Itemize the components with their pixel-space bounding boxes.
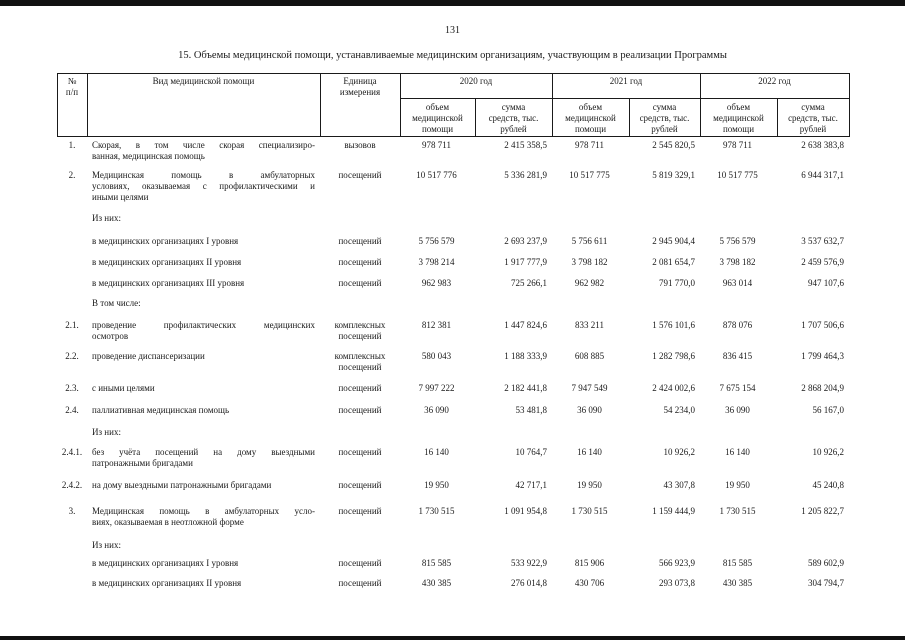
row-unit: посещений [338, 383, 382, 393]
header-column-rule [475, 98, 476, 137]
row-number: 2.1. [65, 320, 79, 330]
row-unit: посещений [338, 578, 382, 588]
row-number: 2.4.1. [61, 447, 83, 457]
row-sum: 54 234,0 [663, 405, 695, 415]
scan-top-edge [0, 0, 905, 6]
header-sum: сумма средств, тыс. рублей [488, 102, 539, 134]
row-sum: 1 917 777,9 [504, 257, 547, 267]
header-sum: сумма средств, тыс. рублей [639, 102, 690, 134]
row-sum: 566 923,9 [659, 558, 695, 568]
row-sum: 589 602,9 [808, 558, 844, 568]
row-name: паллиативная медицинская помощь [92, 405, 230, 415]
row-volume: 815 906 [574, 558, 605, 568]
row-number: 2.4.2. [61, 480, 83, 490]
row-name: в медицинских организациях III уровня [92, 278, 245, 288]
row-volume: 430 706 [574, 578, 605, 588]
row-name-line: Медицинская помощь в амбулаторных усло- [92, 506, 315, 516]
row-sum: 5 819 329,1 [652, 170, 695, 180]
row-unit: посещений [338, 170, 382, 180]
header-column-rule [777, 98, 778, 137]
row-sum: 2 424 002,6 [652, 383, 695, 393]
row-volume: 7 675 154 [719, 383, 756, 393]
row-sum: 43 307,8 [663, 480, 695, 490]
row-sum: 1 205 822,7 [801, 506, 844, 516]
row-name-line: Скорая, в том числе скорая специализиро- [92, 140, 315, 150]
row-volume: 1 730 515 [571, 506, 608, 516]
header-sum: сумма средств, тыс. рублей [788, 102, 838, 134]
row-sum: 1 091 954,8 [504, 506, 547, 516]
row-sum: 1 447 824,6 [504, 320, 547, 330]
row-volume: 580 043 [421, 351, 452, 361]
row-sum: 1 576 101,6 [652, 320, 695, 330]
row-volume: 962 982 [574, 278, 605, 288]
row-unit: посещений [338, 558, 382, 568]
row-volume: 608 885 [574, 351, 605, 361]
row-subheading: Из них: [92, 540, 121, 550]
row-sum: 2 459 576,9 [801, 257, 844, 267]
row-sum: 2 638 383,8 [801, 140, 844, 150]
row-subheading: Из них: [92, 213, 121, 223]
row-sum: 1 707 506,6 [801, 320, 844, 330]
row-unit: вызовов [344, 140, 376, 150]
header-year: 2020 год [459, 76, 493, 86]
row-volume: 5 756 579 [418, 236, 455, 246]
row-volume: 5 756 611 [571, 236, 608, 246]
row-sum: 56 167,0 [812, 405, 844, 415]
row-volume: 3 798 182 [571, 257, 608, 267]
row-volume: 16 140 [424, 447, 449, 457]
row-sum: 2 182 441,8 [504, 383, 547, 393]
row-unit: комплексных посещений [334, 320, 386, 341]
row-sum: 791 770,0 [659, 278, 695, 288]
row-sum: 10 926,2 [812, 447, 844, 457]
row-volume: 1 730 515 [418, 506, 455, 516]
row-volume: 16 140 [725, 447, 750, 457]
row-name: в медицинских организациях II уровня [92, 257, 242, 267]
row-volume: 836 415 [722, 351, 753, 361]
header-column-rule [629, 98, 630, 137]
row-volume: 36 090 [424, 405, 449, 415]
row-name: в медицинских организациях I уровня [92, 558, 239, 568]
row-name-line: осмотров [92, 331, 129, 341]
row-name: в медицинских организациях I уровня [92, 236, 239, 246]
row-name [92, 447, 315, 469]
row-volume: 7 997 222 [418, 383, 455, 393]
header-column-rule [849, 73, 850, 137]
section-title: 15. Объемы медицинской помощи, устанавливаемые медицинским организациям, участвующим в реализации Программы [178, 50, 727, 61]
row-name [92, 170, 315, 203]
row-name-line: виях, оказываемая в неотложной форме [92, 517, 244, 527]
header-volume: объем медицинской помощи [713, 102, 764, 134]
row-sum: 3 537 632,7 [801, 236, 844, 246]
row-number: 1. [68, 140, 76, 150]
row-volume: 962 983 [421, 278, 452, 288]
row-name [92, 140, 315, 162]
row-volume: 19 950 [725, 480, 750, 490]
row-unit: посещений [338, 480, 382, 490]
row-sum: 293 073,8 [659, 578, 695, 588]
row-sum: 5 336 281,9 [504, 170, 547, 180]
row-name-line: иными целями [92, 192, 149, 202]
row-number: 2. [68, 170, 76, 180]
row-sum: 2 945 904,4 [652, 236, 695, 246]
header-unit: Единица измерения [339, 76, 381, 97]
row-volume: 430 385 [421, 578, 452, 588]
row-sum: 1 282 798,6 [652, 351, 695, 361]
page-number: 131 [445, 25, 460, 36]
header-year-rule [400, 98, 849, 99]
row-unit: посещений [338, 447, 382, 457]
row-unit: посещений [338, 236, 382, 246]
row-name: в медицинских организациях II уровня [92, 578, 242, 588]
row-sum: 53 481,8 [515, 405, 547, 415]
header-number: № п/п [65, 76, 79, 97]
row-sum: 1 159 444,9 [652, 506, 695, 516]
row-sum: 42 717,1 [515, 480, 547, 490]
row-name-line: без учёта посещений на дому выездными [92, 447, 315, 457]
row-name [92, 320, 315, 342]
row-volume: 430 385 [722, 578, 753, 588]
row-volume: 1 730 515 [719, 506, 756, 516]
row-unit: посещений [338, 506, 382, 516]
header-top-rule [57, 73, 849, 74]
row-sum: 2 415 358,5 [504, 140, 547, 150]
row-sum: 1 799 464,3 [801, 351, 844, 361]
row-volume: 878 076 [722, 320, 753, 330]
row-volume: 812 381 [421, 320, 452, 330]
row-sum: 2 545 820,5 [652, 140, 695, 150]
header-year: 2022 год [758, 76, 791, 86]
row-name-line: проведение профилактических медицинских [92, 320, 315, 330]
row-number: 3. [68, 506, 76, 516]
row-volume: 815 585 [722, 558, 753, 568]
row-sum: 276 014,8 [511, 578, 547, 588]
row-volume: 19 950 [577, 480, 602, 490]
row-volume: 3 798 214 [418, 257, 455, 267]
row-volume: 10 517 775 [717, 170, 758, 180]
row-name-line: ванная, медицинская помощь [92, 151, 205, 161]
row-number: 2.2. [65, 351, 79, 361]
row-name: проведение диспансеризации [92, 351, 205, 361]
row-sum: 6 944 317,1 [801, 170, 844, 180]
row-volume: 833 211 [575, 320, 604, 330]
row-volume: 978 711 [422, 140, 451, 150]
header-volume: объем медицинской помощи [565, 102, 616, 134]
row-name-line: Медицинская помощь в амбулаторных [92, 170, 315, 180]
row-volume: 963 014 [722, 278, 753, 288]
row-sum: 2 693 237,9 [504, 236, 547, 246]
row-sum: 947 107,6 [808, 278, 844, 288]
header-bottom-rule [57, 136, 849, 137]
row-sum: 725 266,1 [511, 278, 547, 288]
row-number: 2.3. [65, 383, 79, 393]
row-volume: 10 517 775 [569, 170, 610, 180]
row-name: с иными целями [92, 383, 155, 393]
row-name [92, 506, 315, 528]
row-sum: 10 764,7 [515, 447, 547, 457]
scan-bottom-edge [0, 636, 905, 640]
row-subheading: Из них: [92, 427, 121, 437]
row-number: 2.4. [65, 405, 79, 415]
row-volume: 815 585 [421, 558, 452, 568]
row-volume: 36 090 [577, 405, 602, 415]
row-sum: 10 926,2 [663, 447, 695, 457]
row-name-line: патронажными бригадами [92, 458, 193, 468]
row-unit: посещений [338, 278, 382, 288]
row-volume: 19 950 [424, 480, 449, 490]
row-volume: 978 711 [723, 140, 752, 150]
header-volume: объем медицинской помощи [412, 102, 463, 134]
row-volume: 36 090 [725, 405, 750, 415]
row-volume: 7 947 549 [571, 383, 608, 393]
row-sum: 304 794,7 [808, 578, 844, 588]
row-sum: 2 868 204,9 [801, 383, 844, 393]
row-unit: комплексных посещений [334, 351, 386, 372]
row-volume: 10 517 776 [416, 170, 457, 180]
row-sum: 2 081 654,7 [652, 257, 695, 267]
row-unit: посещений [338, 405, 382, 415]
row-unit: посещений [338, 257, 382, 267]
row-sum: 1 188 333,9 [504, 351, 547, 361]
row-subheading: В том числе: [92, 298, 141, 308]
row-name-line: условиях, оказываемая с профилактическими и [92, 181, 315, 191]
row-volume: 16 140 [577, 447, 602, 457]
row-sum: 45 240,8 [812, 480, 844, 490]
row-sum: 533 922,9 [511, 558, 547, 568]
header-kind: Вид медицинской помощи [152, 76, 255, 86]
row-name: на дому выездными патронажными бригадами [92, 480, 272, 490]
row-volume: 5 756 579 [719, 236, 756, 246]
header-year: 2021 год [609, 76, 643, 86]
row-volume: 978 711 [575, 140, 604, 150]
row-volume: 3 798 182 [719, 257, 756, 267]
